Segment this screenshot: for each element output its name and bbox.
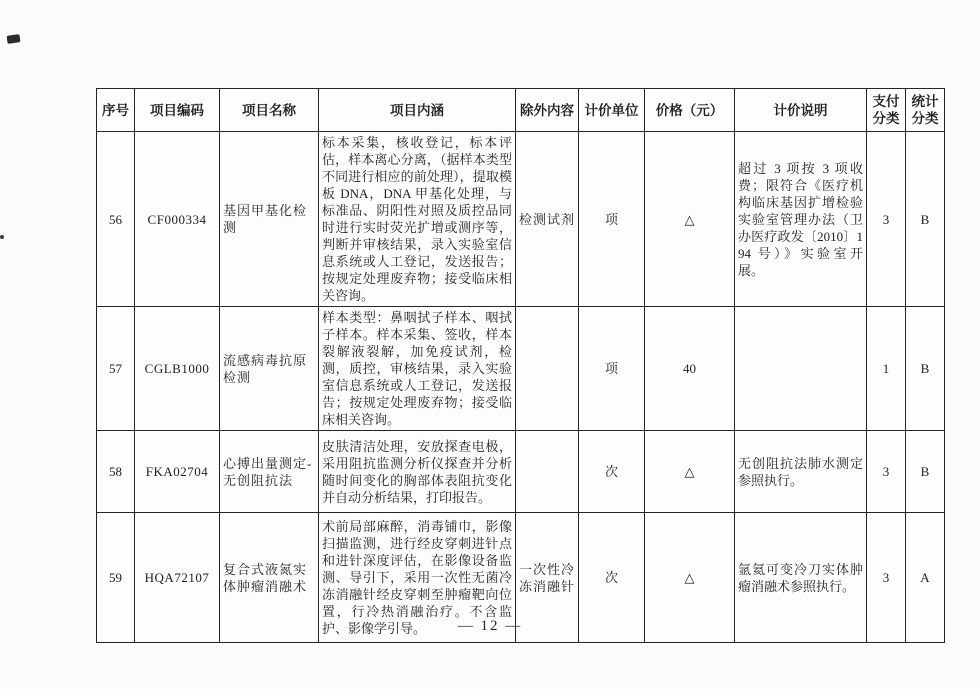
col-header-price: 价格（元）	[645, 89, 735, 132]
col-header-note: 计价说明	[735, 89, 867, 132]
table-row	[97, 307, 945, 431]
medical-service-price-table	[96, 88, 945, 643]
cell-stat-class: B	[906, 132, 945, 307]
cell-unit: 项	[579, 132, 645, 307]
cell-pay-class: 3	[867, 132, 906, 307]
cell-content: 标本采集，核收登记，标本评估，样本离心分离，（据样本类型不同进行相应的前处理），提取模板 DNA，DNA 甲基化处理，与标准品、阴阳性对照及质控品同时进行实时荧光扩增或测序等，判断并审核结果，录入实验室信息系统或人工登记，发送报告；按规定处理废弃物；接受临床相关咨询。	[319, 132, 516, 307]
cell-seq: 58	[97, 431, 135, 513]
cell-note: 氩氦可变冷刀实体肿瘤消融术参照执行。	[735, 513, 867, 643]
cell-name: 流感病毒抗原检测	[220, 307, 319, 431]
cell-exclusion: 检测试剂	[516, 132, 579, 307]
table-row	[97, 431, 945, 513]
cell-stat-class: B	[906, 307, 945, 431]
col-header-stat-class: 统计分类	[906, 89, 945, 132]
cell-seq: 57	[97, 307, 135, 431]
cell-note	[735, 307, 867, 431]
col-header-content: 项目内涵	[319, 89, 516, 132]
cell-code: FKA02704	[135, 431, 220, 513]
col-header-name: 项目名称	[220, 89, 319, 132]
page-number: — 12 —	[457, 618, 523, 634]
cell-stat-class: B	[906, 431, 945, 513]
cell-name: 基因甲基化检测	[220, 132, 319, 307]
cell-exclusion	[516, 307, 579, 431]
col-header-pay-class: 支付分类	[867, 89, 906, 132]
cell-code: CGLB1000	[135, 307, 220, 431]
cell-note: 超过 3 项按 3 项收费；限符合《医疗机构临床基因扩增检验实验室管理办法（卫办医疗政发〔2010〕194 号）》实验室开展。	[735, 132, 867, 307]
col-header-exclusion: 除外内容	[516, 89, 579, 132]
cell-pay-class: 3	[867, 431, 906, 513]
cell-exclusion: 一次性冷冻消融针	[516, 513, 579, 643]
cell-price: △	[645, 431, 735, 513]
cell-price: △	[645, 132, 735, 307]
col-header-unit: 计价单位	[579, 89, 645, 132]
cell-name: 复合式液氮实体肿瘤消融术	[220, 513, 319, 643]
col-header-code: 项目编码	[135, 89, 220, 132]
cell-content: 皮肤清洁处理，安放探查电极，采用阻抗监测分析仪探查并分析随时间变化的胸部体表阻抗变化并自动分析结果，打印报告。	[319, 431, 516, 513]
cell-unit: 次	[579, 513, 645, 643]
cell-pay-class: 3	[867, 513, 906, 643]
cell-price: 40	[645, 307, 735, 431]
cell-exclusion	[516, 431, 579, 513]
cell-code: HQA72107	[135, 513, 220, 643]
cell-content: 术前局部麻醉，消毒铺巾，影像扫描监测，进行经皮穿刺进针点和进针深度评估，在影像设备监测、导引下，采用一次性无菌冷冻消融针经皮穿刺至肿瘤靶向位置，行冷热消融治疗。不含监护、影像学引导。	[319, 513, 516, 643]
cell-unit: 项	[579, 307, 645, 431]
scan-artifact-dot	[0, 235, 4, 239]
scan-artifact-mark	[7, 34, 21, 44]
table-header-row	[97, 89, 945, 132]
cell-pay-class: 1	[867, 307, 906, 431]
cell-name: 心搏出量测定-无创阻抗法	[220, 431, 319, 513]
col-header-seq: 序号	[97, 89, 135, 132]
cell-note: 无创阻抗法肺水测定参照执行。	[735, 431, 867, 513]
cell-code: CF000334	[135, 132, 220, 307]
cell-stat-class: A	[906, 513, 945, 643]
table-row	[97, 132, 945, 307]
cell-seq: 56	[97, 132, 135, 307]
cell-content: 样本类型：鼻咽拭子样本、咽拭子样本。样本采集、签收，样本裂解液裂解，加免疫试剂，检测，质控，审核结果，录入实验室信息系统或人工登记，发送报告；按规定处理废弃物；接受临床相关咨询。	[319, 307, 516, 431]
cell-unit: 次	[579, 431, 645, 513]
cell-seq: 59	[97, 513, 135, 643]
cell-price: △	[645, 513, 735, 643]
